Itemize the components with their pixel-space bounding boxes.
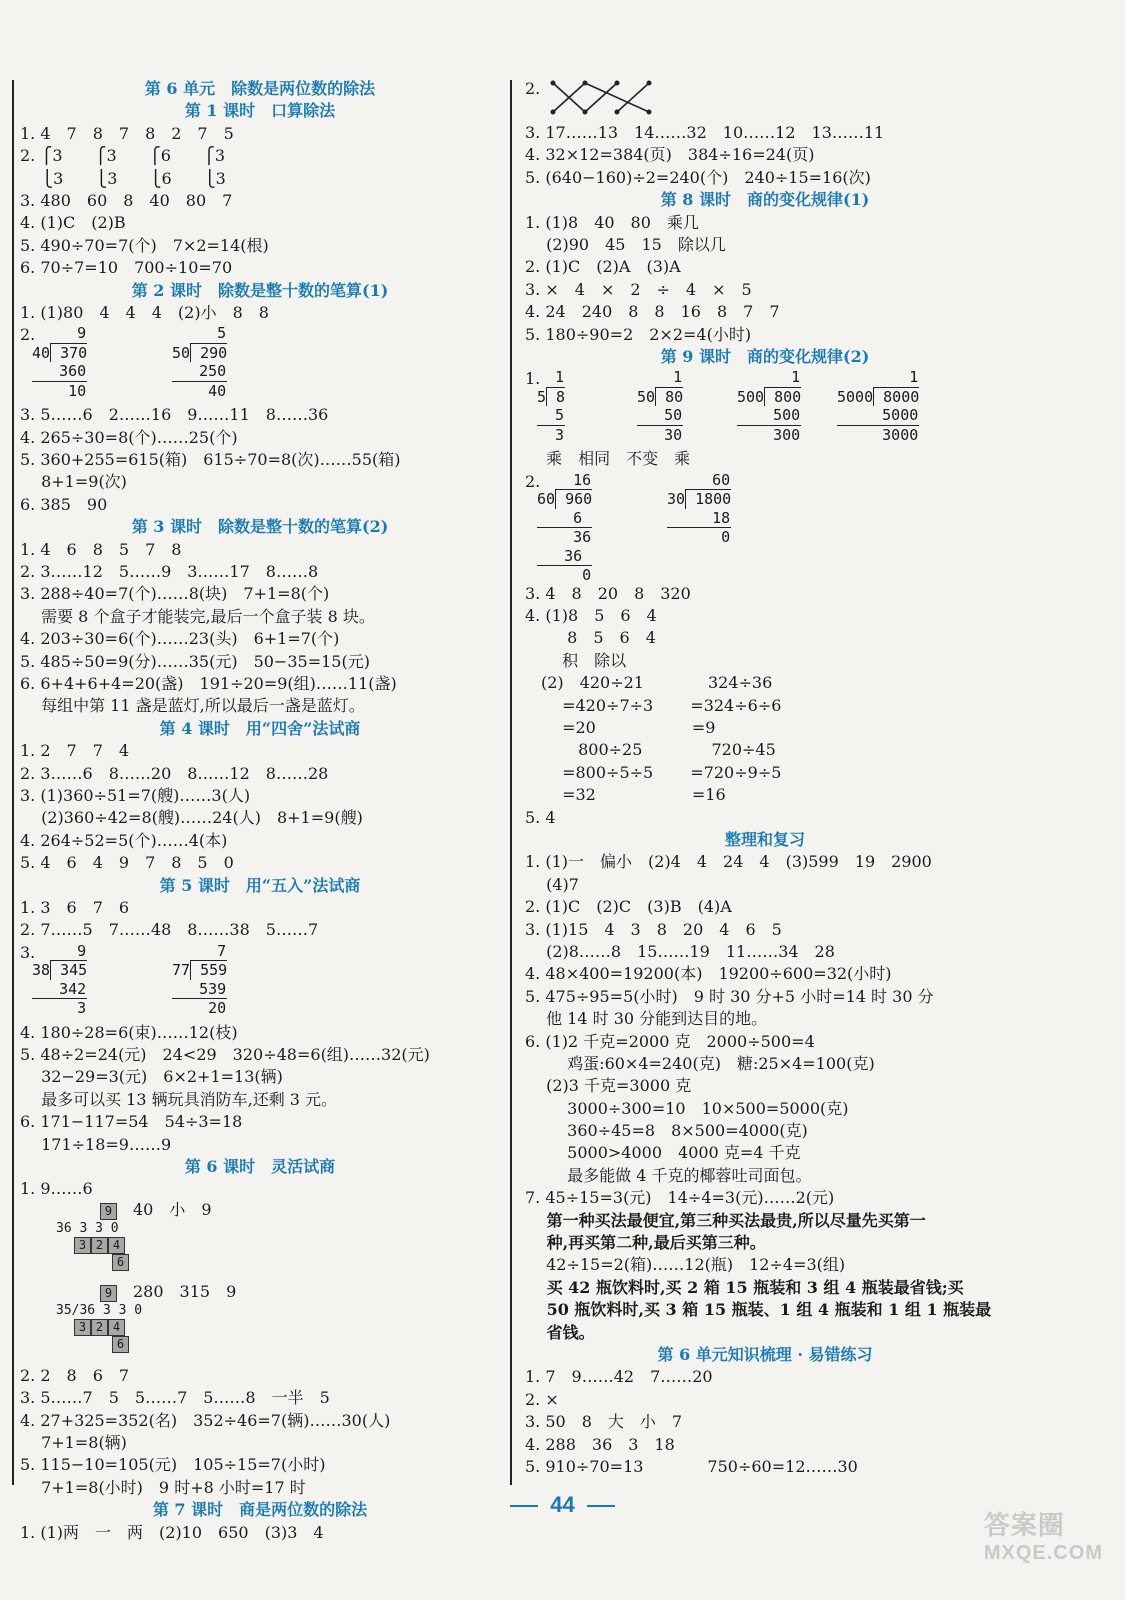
answer-line: 买 42 瓶饮料时,买 2 箱 15 瓶装和 3 组 4 瓶装最省钱;买 (525, 1277, 964, 1297)
question-number: 3. (20, 942, 36, 962)
quotient-box: 9 (100, 1203, 117, 1220)
answer-line: 第一种买法最便宜,第三种买法最贵,所以尽量先买第一 (525, 1210, 926, 1230)
division-quotient: 1 (837, 368, 919, 387)
answer-line: 8+1=9(次) (20, 472, 127, 492)
boxed-division-figure (56, 1283, 236, 1353)
answer-line: 他 14 时 30 分能到达目的地。 (525, 1009, 768, 1029)
division-divisor: 50 (637, 387, 656, 406)
answer-line: 鸡蛋:60×4=240(克) 糖:25×4=100(克) (525, 1053, 875, 1073)
question-number: 2. (20, 325, 36, 345)
division-remainder: 3 (32, 999, 87, 1018)
answer-line: 4. 265÷30=8(个)……25(个) (20, 427, 238, 447)
division-quotient: 60 (667, 470, 731, 489)
division-group (525, 471, 1005, 583)
division-divisor: 50 (172, 343, 191, 362)
division-row (32, 343, 87, 363)
answer-line: =800÷5÷5 =720÷9÷5 (525, 762, 782, 782)
remainder-box: 6 (112, 1254, 129, 1271)
answer-line: 每组中第 11 盏是蓝灯,所以最后一盏是蓝灯。 (20, 696, 365, 716)
answer-line: 1. 3 6 7 6 (20, 897, 130, 917)
matching-dot (647, 110, 652, 115)
division-divisor: 500 (737, 387, 765, 406)
division-step: 0 (667, 528, 731, 547)
division-dividend: 559 (191, 961, 228, 980)
answer-line: 3. 17……13 14……32 10……12 13……11 (525, 123, 885, 142)
answer-line: 171÷18=9……9 (20, 1134, 172, 1154)
division-product: 342 (32, 979, 87, 998)
division-dividend: 960 (556, 490, 593, 509)
division-quotient: 1 (637, 368, 683, 387)
section-heading: 第 6 单元知识梳理 · 易错练习 (657, 1344, 873, 1364)
answer-line: 3. 5……6 2……16 9……11 8……36 (20, 405, 329, 425)
matching-line (585, 83, 617, 112)
division-row (837, 387, 919, 407)
division-quotient: 1 (537, 368, 565, 387)
division-dividend: 80 (656, 387, 684, 406)
matching-dot (615, 110, 620, 115)
answer-line: 4. 24 240 8 8 16 8 7 7 (525, 302, 780, 322)
answer-line: 1. 2 7 7 4 (20, 741, 130, 761)
answer-line: 32−29=3(元) 6×2+1=13(辆) (20, 1067, 283, 1087)
answer-line: 4. (1)C (2)B (20, 213, 126, 233)
section-heading: 第 6 单元 除数是两位数的除法 (144, 79, 376, 98)
matching-dot (551, 81, 556, 86)
footer-dash-right (587, 1505, 615, 1507)
matching-lines (525, 78, 1005, 122)
section-heading: 第 6 课时 灵活试商 (184, 1157, 336, 1177)
answer-line: 6. (1)2 千克=2000 克 2000÷500=4 (525, 1031, 815, 1051)
long-division (32, 324, 87, 400)
division-dividend: 8 (547, 387, 566, 406)
division-dividend: 370 (51, 343, 88, 362)
product-box: 2 (91, 1319, 108, 1336)
watermark-url: MXQE.COM (983, 1542, 1103, 1564)
answer-line: 1. (1)一 偏小 (2)4 4 24 4 (3)599 19 2900 (525, 852, 932, 872)
answer-line: 1. (1)两 一 两 (2)10 650 (3)3 4 (20, 1522, 324, 1542)
answer-line: 7+1=8(辆) (20, 1432, 127, 1452)
answer-line: 1. (1)8 40 80 乘几 (525, 212, 699, 232)
boxed-division-figure (56, 1201, 212, 1271)
division-step: 18 (667, 508, 731, 527)
division-row (56, 1302, 236, 1319)
division-product: 5 (537, 406, 565, 425)
answer-line: 5. 475÷95=5(小时) 9 时 30 分+5 小时=14 时 30 分 (525, 986, 934, 1006)
division-divisor: 5 (537, 387, 547, 406)
answer-line: 2. 3……6 8……20 8……12 8……28 (20, 763, 329, 783)
extra-answers: 280 315 9 (117, 1281, 237, 1301)
section-heading: 第 3 课时 除数是整十数的笔算(2) (131, 517, 389, 537)
division-remainder: 3000 (837, 425, 919, 444)
answer-line: 4. 27+325=352(名) 352÷46=7(辆)……30(人) (20, 1410, 391, 1430)
long-division (637, 368, 683, 444)
answer-line: 5. 180÷90=2 2×2=4(小时) (525, 324, 752, 344)
answer-line: 乘 相同 不变 乘 (525, 449, 691, 469)
division-remainder: 3 (537, 425, 565, 444)
answer-line: 5. (640−160)÷2=240(个) 240÷15=16(次) (525, 167, 871, 187)
page-footer (0, 1492, 1125, 1518)
answer-line: 5. 360+255=615(箱) 615÷70=8(次)……55(箱) (20, 450, 401, 470)
boxed-division (20, 1201, 500, 1283)
answer-line: 3. 5……7 5 5……7 5……8 一半 5 (20, 1388, 330, 1408)
answer-line: 最多能做 4 千克的椰蓉吐司面包。 (525, 1165, 812, 1185)
left-column (20, 78, 500, 1544)
answer-line: 6. 6+4+6+4=20(盏) 191÷20=9(组)……11(盏) (20, 673, 397, 693)
division-step: 36 (537, 528, 592, 547)
long-division (537, 471, 592, 585)
boxed-division (20, 1283, 500, 1365)
division-step: 36 (537, 547, 592, 567)
division-row (737, 387, 801, 407)
long-division (667, 471, 731, 547)
section-heading: 第 2 课时 除数是整十数的笔算(1) (131, 280, 389, 300)
answer-line: 6. 171−117=54 54÷3=18 (20, 1112, 243, 1132)
long-division (172, 942, 227, 1018)
answer-line: 省钱。 (525, 1322, 595, 1342)
answer-line: 3. 4 8 20 8 320 (525, 583, 691, 603)
division-product: 360 (32, 362, 87, 381)
answer-line: 4. 48×400=19200(本) 19200÷600=32(小时) (525, 964, 892, 984)
answer-line: 5. 115−10=105(元) 105÷15=7(小时) (20, 1455, 326, 1475)
quotient-box: 9 (100, 1285, 117, 1302)
division-divisor: 77 (172, 961, 191, 980)
product-box: 4 (108, 1319, 125, 1336)
answer-line: 5. 48÷2=24(元) 24<29 320÷48=6(组)……32(元) (20, 1045, 430, 1065)
section-heading: 第 8 课时 商的变化规律(1) (660, 190, 870, 210)
division-divisor: 40 (32, 343, 51, 362)
answer-line: 1. (1)80 4 4 4 (2)小 8 8 (20, 302, 269, 322)
matching-dot (647, 81, 652, 86)
answer-line: =420÷7÷3 =324÷6÷6 (525, 695, 782, 715)
answer-line: 3. (1)15 4 3 8 20 4 6 5 (525, 919, 782, 939)
answer-line: 种,再买第二种,最后买第三种。 (525, 1233, 766, 1253)
answer-line: 3. × 4 × 2 ÷ 4 × 5 (525, 279, 752, 299)
division-divisor: 38 (32, 961, 51, 980)
answer-line: 42÷15=2(箱)……12(瓶) 12÷4=3(组) (525, 1255, 846, 1275)
remainder-row (56, 1254, 212, 1271)
answer-line: 4. 203÷30=6(个)……23(头) 6+1=7(个) (20, 629, 340, 649)
answer-line: 1. 4 7 8 7 8 2 7 5 (20, 123, 234, 143)
section-heading: 第 5 课时 用“五入”法试商 (159, 875, 361, 895)
answer-line: (2)90 45 15 除以几 (525, 234, 726, 254)
section-heading: 第 1 课时 口算除法 (184, 101, 336, 121)
division-remainder: 10 (32, 381, 87, 400)
answer-line: 1. 9……6 (20, 1179, 93, 1199)
long-division (32, 942, 87, 1018)
division-product: 50 (637, 406, 683, 425)
section-heading: 第 9 课时 商的变化规律(2) (660, 346, 870, 366)
answer-line: 2. ⎧3 ⎧3 ⎧6 ⎧3 (20, 146, 226, 166)
answer-line: 5. 910÷70=13 750÷60=12……30 (525, 1456, 858, 1476)
division-divisor: 36 (56, 1220, 72, 1236)
section-heading: 第 4 课时 用“四舍”法试商 (159, 718, 361, 738)
answer-line: 4. 180÷28=6(束)……12(枝) (20, 1022, 238, 1042)
matching-dot (583, 81, 588, 86)
division-remainder: 40 (172, 381, 227, 400)
answer-line: 5. 4 6 4 9 7 8 5 0 (20, 853, 234, 873)
quotient-row (56, 1201, 212, 1220)
answer-line: 2. 2 8 6 7 (20, 1365, 130, 1385)
product-box: 3 (74, 1319, 91, 1336)
matching-dot (551, 110, 556, 115)
right-column (525, 78, 1005, 1478)
answer-line: 3. (1)360÷51=7(艘)……3(人) (20, 785, 251, 805)
product-row (56, 1319, 236, 1336)
division-remainder: 20 (172, 999, 227, 1018)
answer-line: 1. 7 9……42 7……20 (525, 1367, 713, 1387)
division-divisor: 5000 (837, 387, 874, 406)
answer-line: 5. 490÷70=7(个) 7×2=14(根) (20, 235, 269, 255)
division-quotient: 9 (32, 324, 87, 343)
quotient-row (56, 1283, 236, 1302)
page-number: 44 (550, 1492, 575, 1517)
answer-line: (2)360÷42=8(艘)……24(人) 8+1=9(艘) (20, 808, 363, 828)
product-row (56, 1237, 212, 1254)
division-group (525, 368, 1005, 448)
division-step: 0 (537, 566, 592, 585)
answer-line: 3. 50 8 大 小 7 (525, 1412, 683, 1432)
watermark-logo (984, 1505, 1103, 1565)
remainder-box: 6 (112, 1336, 129, 1353)
long-division (172, 324, 227, 400)
division-dividend: 290 (191, 343, 228, 362)
answer-line: 50 瓶饮料时,买 3 箱 15 瓶装、1 组 4 瓶装和 1 组 1 瓶装最 (525, 1300, 992, 1320)
division-product: 250 (172, 362, 227, 381)
division-product: 5000 (837, 406, 919, 425)
division-dividend: 345 (51, 961, 88, 980)
division-row (637, 387, 683, 407)
matching-dot (615, 81, 620, 86)
answer-line: (2) 420÷21 324÷36 (525, 673, 773, 693)
division-quotient: 5 (172, 324, 227, 343)
division-row (32, 960, 87, 980)
division-dividend: 1800 (686, 490, 732, 509)
division-quotient: 9 (32, 941, 87, 960)
answer-line: (2)3 千克=3000 克 (525, 1076, 692, 1096)
division-dividend: 8000 (874, 387, 920, 406)
division-step: 6 (537, 509, 592, 529)
answer-line: 3000÷300=10 10×500=5000(克) (525, 1098, 849, 1118)
answer-line: 7. 45÷15=3(元) 14÷4=3(元)……2(元) (525, 1188, 835, 1208)
answer-line: =32 =16 (525, 785, 726, 805)
answer-line: 6. 70÷7=10 700÷10=70 (20, 258, 233, 278)
answer-line: 3. 480 60 8 40 80 7 (20, 190, 233, 210)
answer-line: 4. 288 36 3 18 (525, 1434, 675, 1454)
division-row (667, 489, 731, 509)
footer-dash-left (510, 1505, 538, 1507)
answer-line: (4)7 (525, 874, 579, 894)
question-number: 2. (525, 79, 541, 98)
answer-line: 2. 7……5 7……48 8……38 5……7 (20, 920, 319, 940)
product-box: 3 (74, 1237, 91, 1254)
long-division (837, 368, 919, 444)
section-heading: 整理和复习 (724, 829, 805, 849)
product-box: 4 (108, 1237, 125, 1254)
division-product: 500 (737, 406, 801, 425)
division-dividend: 800 (765, 387, 802, 406)
answer-line: 2. 3……12 5……9 3……17 8……8 (20, 562, 319, 582)
division-product: 539 (172, 979, 227, 998)
answer-line: =20 =9 (525, 718, 716, 738)
long-division (537, 368, 565, 444)
matching-line (617, 83, 649, 112)
extra-answers: 40 小 9 (117, 1199, 212, 1219)
remainder-row (56, 1336, 236, 1353)
answer-line: 积 除以 (525, 650, 627, 670)
question-number: 1. (525, 369, 541, 389)
division-remainder: 30 (637, 425, 683, 444)
answer-line: 3. 288÷40=7(个)……8(块) 7+1=8(个) (20, 584, 330, 604)
division-dividend: 3 3 0 (71, 1220, 119, 1236)
watermark-text: 答案圈 (983, 1510, 1065, 1540)
matching-diagram (545, 78, 685, 118)
left-border-line (12, 80, 14, 1485)
division-row (537, 489, 592, 509)
division-quotient: 1 (737, 368, 801, 387)
answer-line: 4. 264÷52=5(个)……4(本) (20, 830, 228, 850)
section-heading: 第 7 课时 商是两位数的除法 (152, 1500, 368, 1520)
division-divisor: 30 (667, 490, 686, 509)
answer-line: 4. 32×12=384(页) 384÷16=24(页) (525, 145, 815, 165)
division-dividend: 3 3 0 (95, 1302, 143, 1318)
division-divisor: 60 (537, 490, 556, 509)
matching-line (585, 83, 649, 112)
answer-line: 2. × (525, 1389, 559, 1409)
division-remainder: 300 (737, 425, 801, 444)
division-group (20, 324, 500, 404)
answer-line: 8 5 6 4 (525, 628, 656, 648)
question-number: 2. (525, 471, 541, 491)
division-row (172, 960, 227, 980)
answer-line: 2. (1)C (2)C (3)B (4)A (525, 897, 732, 917)
answer-line: 360÷45=8 8×500=4000(克) (525, 1121, 808, 1141)
answer-line: 7+1=8(小时) 9 时+8 小时=17 时 (20, 1477, 306, 1497)
answer-line: 800÷25 720÷45 (525, 740, 776, 760)
answer-line: 2. (1)C (2)A (3)A (525, 257, 681, 277)
answer-line: 最多可以买 13 辆玩具消防车,还剩 3 元。 (20, 1089, 338, 1109)
division-row (537, 387, 565, 407)
division-quotient: 7 (172, 941, 227, 960)
answer-line: ⎩3 ⎩3 ⎩6 ⎩3 (20, 168, 226, 188)
answer-line: 1. 4 6 8 5 7 8 (20, 539, 182, 559)
answer-line: 4. (1)8 5 6 4 (525, 606, 657, 626)
division-row (172, 343, 227, 363)
division-divisor: 35/36 (56, 1302, 96, 1318)
answer-line: 5. 4 (525, 807, 556, 827)
answer-line: 需要 8 个盒子才能装完,最后一个盒子装 8 块。 (20, 606, 375, 626)
answer-line: 5000>4000 4000 克=4 千克 (525, 1143, 801, 1163)
answer-line: (2)8……8 15……19 11……34 28 (525, 941, 835, 961)
division-group (20, 942, 500, 1022)
matching-dot (583, 110, 588, 115)
product-box: 2 (91, 1237, 108, 1254)
column-divider (510, 80, 512, 1485)
answer-line: 6. 385 90 (20, 494, 108, 514)
answer-line: 5. 485÷50=9(分)……35(元) 50−35=15(元) (20, 651, 370, 671)
division-quotient: 16 (537, 470, 592, 489)
division-row (56, 1220, 212, 1237)
long-division (737, 368, 801, 444)
